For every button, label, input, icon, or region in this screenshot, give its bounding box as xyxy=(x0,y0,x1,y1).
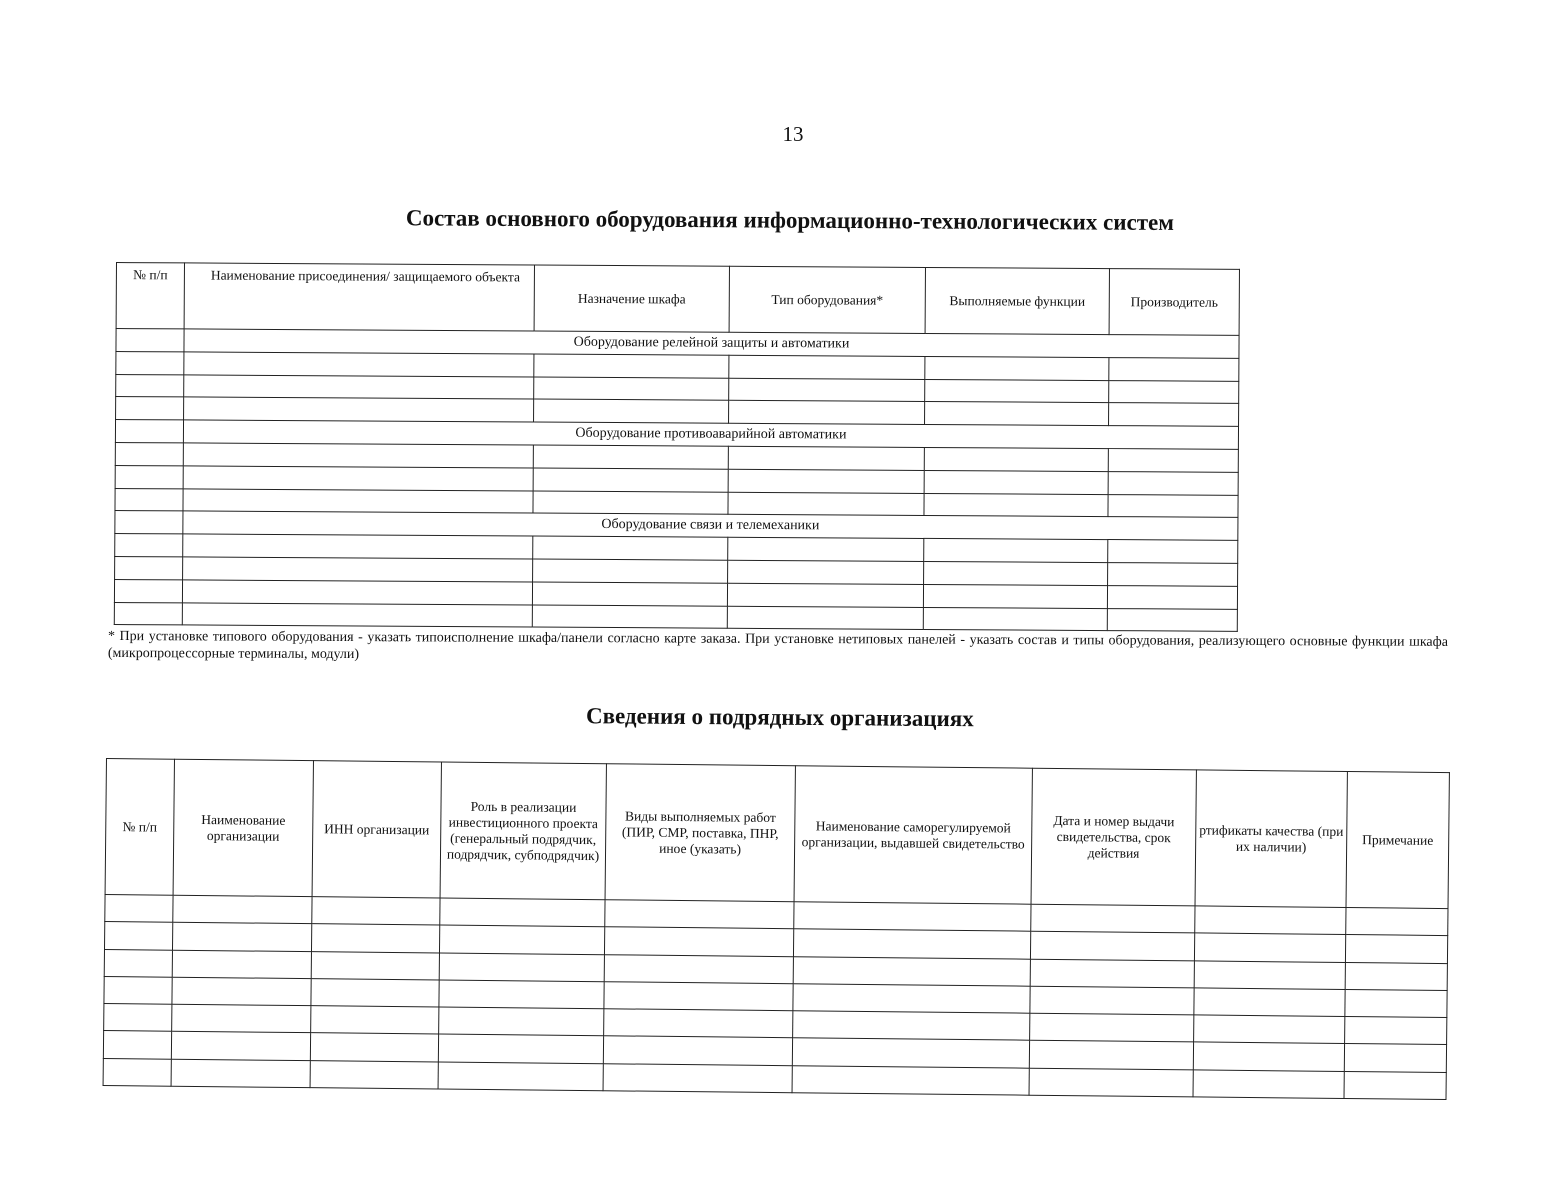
section-emergency-automation: Оборудование противоаварийной автоматики xyxy=(183,420,1238,449)
table-cell xyxy=(115,488,183,511)
table-cell xyxy=(184,397,534,422)
table-cell xyxy=(727,583,923,607)
table-cell xyxy=(603,1036,792,1065)
table-cell xyxy=(728,492,924,516)
table-cell xyxy=(311,951,439,980)
table-cell xyxy=(439,953,604,982)
table-cell xyxy=(115,465,183,488)
header-functions: Выполняемые функции xyxy=(925,267,1109,334)
table-cell xyxy=(1194,988,1345,1017)
table-cell xyxy=(533,468,728,492)
table-cell xyxy=(115,420,183,443)
table-cell xyxy=(439,1007,604,1036)
table-cell xyxy=(604,982,793,1011)
table-cell xyxy=(1030,1013,1194,1042)
table-cell xyxy=(532,605,727,629)
contractors-table xyxy=(103,758,1450,1100)
table-cell xyxy=(924,561,1108,585)
table-cell xyxy=(172,950,311,979)
table-cell xyxy=(925,402,1109,426)
table-cell xyxy=(1194,1015,1345,1044)
table-cell xyxy=(1109,403,1239,427)
table-cell xyxy=(1194,961,1345,990)
table-cell xyxy=(1109,357,1239,381)
table-cell xyxy=(114,579,182,602)
table-cell xyxy=(1107,608,1237,632)
table-cell xyxy=(1344,1071,1446,1099)
table-cell xyxy=(438,1034,603,1063)
table-cell xyxy=(104,976,172,1004)
table-cell xyxy=(728,560,924,584)
header-number: № п/п xyxy=(116,263,184,329)
table-cell xyxy=(172,923,311,952)
table-cell xyxy=(115,534,183,557)
table-cell xyxy=(1108,563,1238,587)
table-cell xyxy=(103,1031,171,1059)
table-cell xyxy=(115,442,183,465)
table-cell xyxy=(792,1065,1029,1095)
section-communication-telemechanics: Оборудование связи и телемеханики xyxy=(183,511,1238,540)
header-organization-name: Наименование организации xyxy=(173,759,313,896)
table-cell xyxy=(439,980,604,1009)
header-manufacturer: Производитель xyxy=(1109,269,1239,336)
table-cell xyxy=(104,922,172,950)
header-inn: ИНН организации xyxy=(312,761,441,898)
header-notes: Примечание xyxy=(1346,772,1449,909)
table-cell xyxy=(1030,931,1194,960)
table-cell xyxy=(1345,962,1447,990)
table-cell xyxy=(171,1059,310,1088)
table-cell xyxy=(1195,906,1346,935)
table-cell xyxy=(1030,959,1194,988)
table-cell xyxy=(1108,540,1238,564)
header-number: № п/п xyxy=(105,759,174,896)
table-cell xyxy=(923,607,1107,631)
table-cell xyxy=(533,445,728,469)
table-cell xyxy=(182,580,532,605)
table-cell xyxy=(116,329,184,352)
contractors-table-title: Сведения о подрядных организациях xyxy=(585,703,974,732)
table-cell xyxy=(183,443,533,468)
table-cell xyxy=(533,491,728,515)
table-cell xyxy=(533,559,728,583)
table-cell xyxy=(310,1060,438,1089)
table-cell xyxy=(184,352,534,377)
table-cell xyxy=(1029,1068,1193,1097)
table-cell xyxy=(534,354,729,378)
table-cell xyxy=(116,351,184,374)
table-cell xyxy=(923,584,1107,608)
table-cell xyxy=(171,1032,310,1061)
table-cell xyxy=(116,374,184,397)
table-cell xyxy=(172,1004,311,1033)
page-number: 13 xyxy=(782,122,804,146)
header-certificate-date: Дата и номер выдачи свидетельства, срок действия xyxy=(1031,768,1196,906)
table-cell xyxy=(103,1058,171,1086)
table-cell xyxy=(1345,935,1447,963)
equipment-header-row xyxy=(116,263,1239,336)
table-cell xyxy=(728,469,924,493)
table-cell xyxy=(115,511,183,534)
table-cell xyxy=(1107,585,1237,609)
table-cell xyxy=(439,925,604,954)
table-cell xyxy=(605,900,794,929)
table-cell xyxy=(534,377,729,401)
table-cell xyxy=(438,1062,603,1091)
table-cell xyxy=(311,979,439,1008)
table-cell xyxy=(729,355,925,379)
table-cell xyxy=(727,606,923,630)
table-cell xyxy=(1108,449,1238,473)
table-cell xyxy=(311,1006,439,1035)
table-cell xyxy=(1345,989,1447,1017)
table-cell xyxy=(1194,933,1345,962)
header-project-role: Роль в реализации инвестиционного проекта (генеральный подрядчик, подрядчик, субподрядчик) xyxy=(440,762,606,900)
header-object-name: Наименование присоединения/ защищаемого объекта xyxy=(184,263,534,331)
table-cell xyxy=(183,466,533,491)
table-cell xyxy=(182,602,532,627)
table-cell xyxy=(924,539,1108,563)
table-cell xyxy=(1346,907,1448,935)
table-cell xyxy=(104,949,172,977)
header-quality-certificates: ртификаты качества (при их наличии) xyxy=(1195,770,1347,908)
contractors-header-row xyxy=(105,759,1449,909)
table-cell xyxy=(1108,494,1238,518)
table-cell xyxy=(924,447,1108,471)
table-cell xyxy=(1030,986,1194,1015)
table-cell xyxy=(105,894,173,922)
table-cell xyxy=(793,984,1030,1014)
table-cell xyxy=(1108,471,1238,495)
table-cell xyxy=(604,954,793,983)
table-cell xyxy=(115,556,183,579)
table-cell xyxy=(604,1009,793,1038)
table-cell xyxy=(604,927,793,956)
table-cell xyxy=(116,397,184,420)
table-cell xyxy=(792,1038,1029,1068)
table-cell xyxy=(728,537,924,561)
table-cell xyxy=(924,493,1108,517)
equipment-table xyxy=(114,262,1240,632)
table-cell xyxy=(794,902,1031,932)
table-cell xyxy=(183,488,533,513)
table-cell xyxy=(793,929,1030,959)
header-equipment-type: Тип оборудования* xyxy=(729,266,925,333)
table-cell xyxy=(1344,1044,1446,1072)
table-cell xyxy=(793,1011,1030,1041)
table-cell xyxy=(1109,380,1239,404)
table-cell xyxy=(924,470,1108,494)
table-cell xyxy=(312,897,440,926)
header-work-types: Виды выполняемых работ (ПИР, СМР, поставка, ПНР, иное (указать) xyxy=(605,764,795,902)
table-cell xyxy=(729,378,925,402)
table-cell xyxy=(1193,1070,1344,1099)
header-cabinet-purpose: Назначение шкафа xyxy=(534,265,729,332)
table-cell xyxy=(925,356,1109,380)
table-cell xyxy=(114,602,182,625)
table-cell xyxy=(104,1004,172,1032)
table-cell xyxy=(1031,904,1195,933)
table-cell xyxy=(729,401,925,425)
equipment-footnote: * При установке типового оборудования - указать типоисполнение шкафа/панели согласно карте заказа. При установке нетиповых панелей - указать состав и типы оборудования, реализующего основные функции шкафа (микропроцессорные терминалы, модули) xyxy=(107,629,1448,663)
table-cell xyxy=(1345,1017,1447,1045)
table-cell xyxy=(311,924,439,953)
table-cell xyxy=(793,956,1030,986)
table-cell xyxy=(172,977,311,1006)
table-cell xyxy=(925,379,1109,403)
table-cell xyxy=(603,1064,792,1093)
table-cell xyxy=(183,557,533,582)
table-cell xyxy=(173,895,312,924)
equipment-table-title: Состав основного оборудования информационно-технологических систем xyxy=(405,205,1175,236)
table-cell xyxy=(183,534,533,559)
section-relay-protection: Оборудование релейной защиты и автоматики xyxy=(184,329,1239,358)
table-cell xyxy=(184,375,534,400)
table-cell xyxy=(728,446,924,470)
table-cell xyxy=(440,898,605,927)
table-cell xyxy=(1029,1041,1193,1070)
table-cell xyxy=(1193,1042,1344,1071)
table-cell xyxy=(533,536,728,560)
table-cell xyxy=(534,399,729,423)
table-cell xyxy=(532,582,727,606)
header-sro-name: Наименование саморегулируемой организации, выдавшей свидетельство xyxy=(794,766,1032,904)
table-cell xyxy=(310,1033,438,1062)
